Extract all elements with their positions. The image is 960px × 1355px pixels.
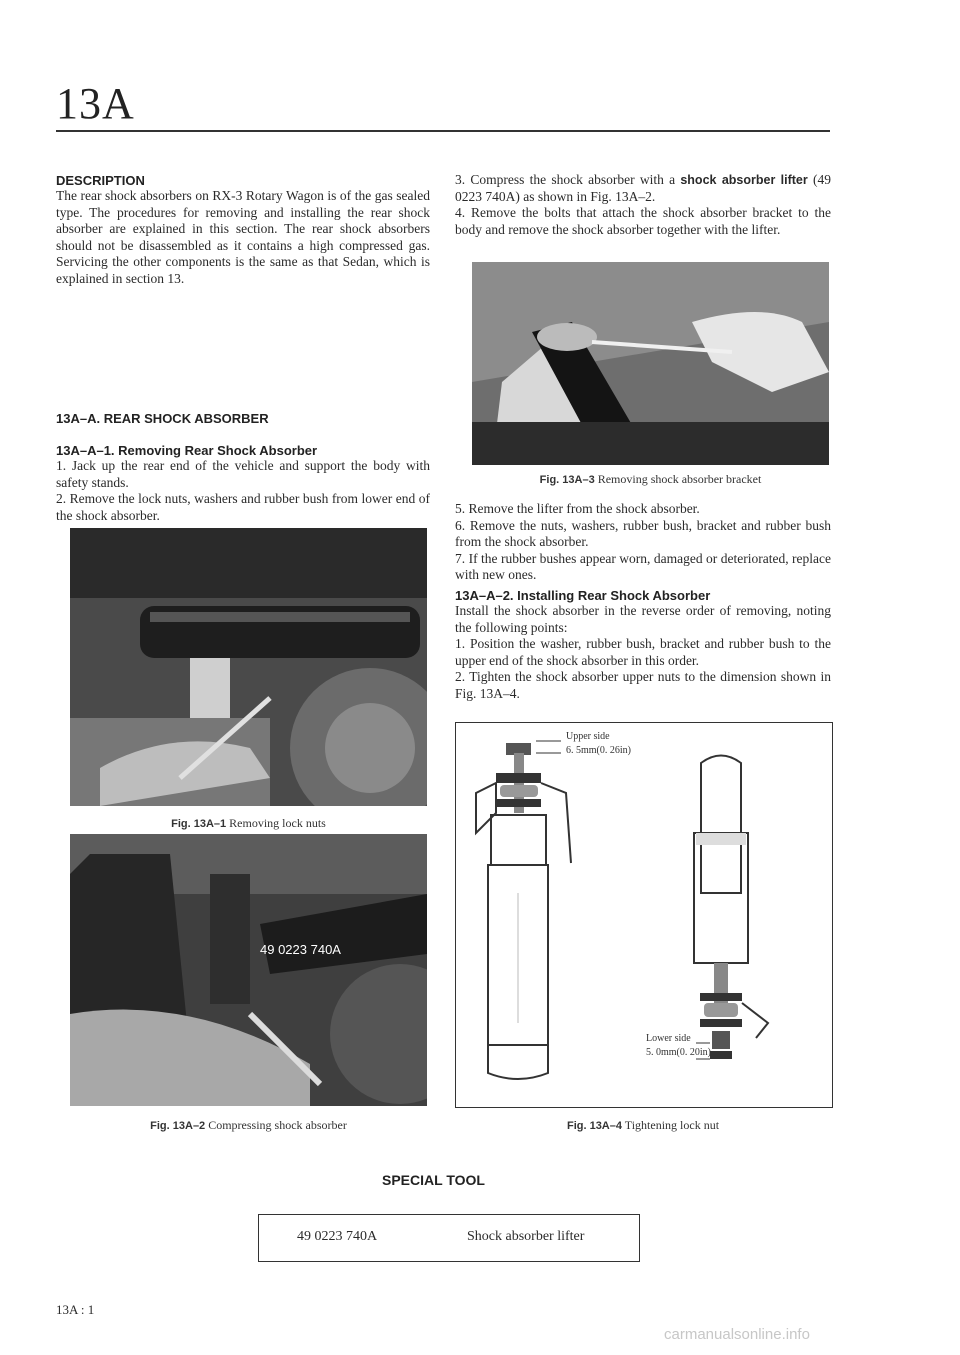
section-a-heading: 13A–A. REAR SHOCK ABSORBER <box>56 411 269 426</box>
removing-step-5: 5. Remove the lifter from the shock absorber. <box>455 501 700 516</box>
removing-step-6: 6. Remove the nuts, washers, rubber bush, bracket and rubber bush from the shock absorber. <box>455 517 831 549</box>
fig-13a-4-upper-label: Upper side <box>566 731 610 742</box>
special-tool-heading: SPECIAL TOOL <box>382 1172 485 1188</box>
description-text: The rear shock absorbers on RX-3 Rotary Wagon is of the gas sealed type. The procedures for removing and installing the rear shock absorber are explained in this section. The rear shock absorbers should not be disassembled as it contains a high compressed gas. Servicing the other components is the same as that Sedan, which is explained in section 13. <box>56 188 430 286</box>
page-number: 13A : 1 <box>56 1302 95 1317</box>
fig-13a-1-caption: Fig. 13A–1 Removing lock nuts <box>171 816 326 830</box>
fig-13a-4-lower-dim: 5. 0mm(0. 20in) <box>646 1047 711 1058</box>
fig-13a-4-upper-dim: 6. 5mm(0. 26in) <box>566 745 631 756</box>
installing-step-1: 1. Position the washer, rubber bush, bracket and rubber bush to the upper end of the shock absorber in this order. <box>455 636 831 668</box>
installing-intro: Install the shock absorber in the reverse order of removing, noting the following points: <box>455 603 831 635</box>
fig-13a-3-caption: Fig. 13A–3 Removing shock absorber bracket <box>539 472 762 486</box>
installing-heading: 13A–A–2. Installing Rear Shock Absorber <box>455 588 711 603</box>
watermark: carmanualsonline.info <box>664 1326 810 1343</box>
fig-13a-4-diagram <box>455 722 833 1108</box>
installing-text <box>455 603 831 702</box>
special-tool-table <box>258 1214 640 1262</box>
fig-13a-2-caption: Fig. 13A–2 Compressing shock absorber <box>150 1118 347 1132</box>
special-tool-name: Shock absorber lifter <box>467 1229 585 1244</box>
removing-steps-5-7 <box>455 501 831 584</box>
installing-step-2: 2. Tighten the shock absorber upper nuts to the dimension shown in Fig. 13A–4. <box>455 669 831 701</box>
special-tool-part-number: 49 0223 740A <box>297 1229 378 1244</box>
removing-step-2: 2. Remove the lock nuts, washers and rubber bush from lower end of the shock absorber. <box>56 491 430 523</box>
removing-heading: 13A–A–1. Removing Rear Shock Absorber <box>56 443 318 458</box>
fig-13a-2-photo <box>70 834 427 1106</box>
fig-13a-1-photo <box>70 528 427 806</box>
removing-step-3: 3. Compress the shock absorber with a shock absorber lifter (49 0223 740A) as shown in Fig. 13A–2. <box>455 172 831 204</box>
fig-13a-2-tool-label: 49 0223 740A <box>260 942 341 957</box>
header-rule <box>56 130 830 132</box>
fig-13a-4-caption: Fig. 13A–4 Tightening lock nut <box>566 1118 720 1132</box>
removing-step-1: 1. Jack up the rear end of the vehicle and support the body with safety stands. <box>56 458 430 490</box>
fig-13a-3-photo <box>472 262 829 465</box>
removing-steps <box>56 458 430 524</box>
removing-step-4: 4. Remove the bolts that attach the shock absorber bracket to the body and remove the shock absorber together with the lifter. <box>455 205 831 237</box>
description-heading: DESCRIPTION <box>56 173 145 188</box>
removing-step-7: 7. If the rubber bushes appear worn, damaged or deteriorated, replace with new ones. <box>455 550 831 582</box>
section-title: 13A <box>56 79 135 128</box>
fig-13a-4-lower-label: Lower side <box>646 1033 691 1044</box>
removing-steps-3-4 <box>455 172 831 238</box>
